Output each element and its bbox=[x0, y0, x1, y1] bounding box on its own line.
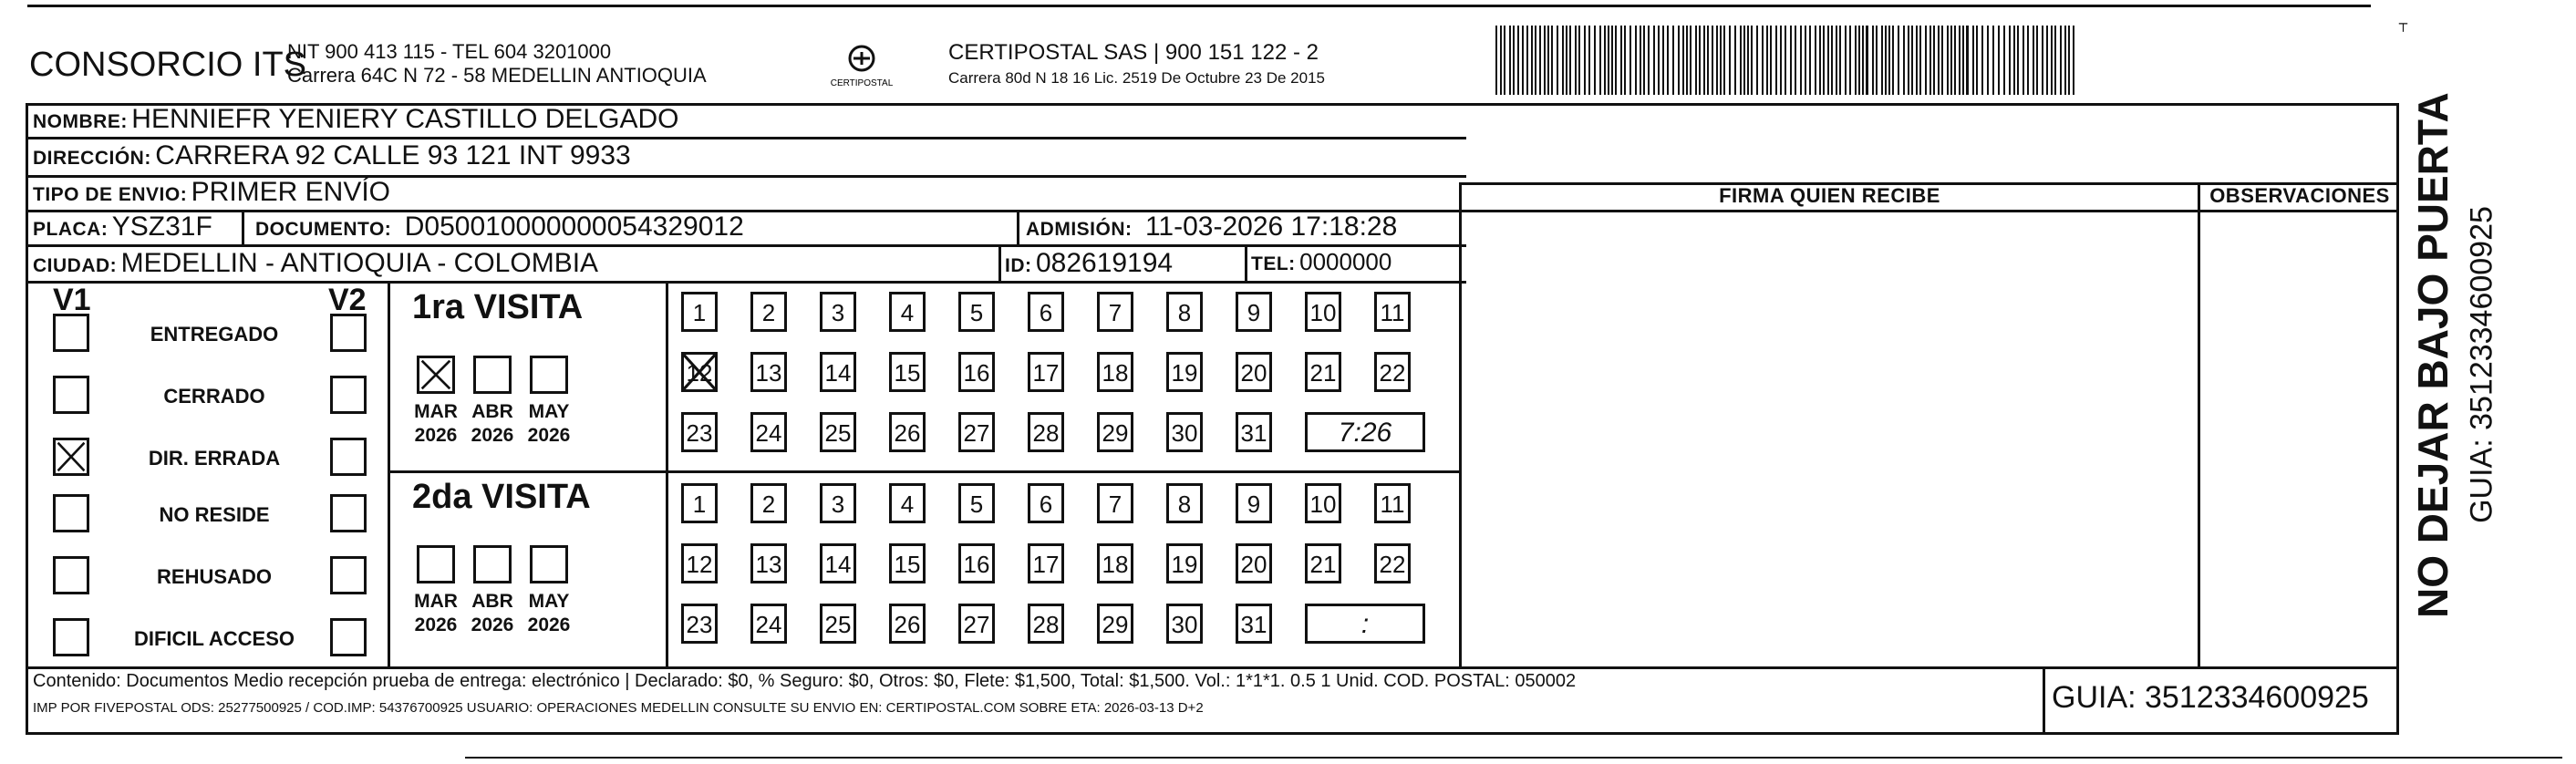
barcode-bar bbox=[1557, 26, 1558, 95]
day-box[interactable]: 6 bbox=[1028, 483, 1064, 523]
barcode-bar bbox=[2033, 26, 2034, 95]
day-box[interactable]: 8 bbox=[1166, 292, 1203, 332]
barcode-bar bbox=[1815, 26, 1816, 95]
barcode-bar bbox=[2068, 26, 2070, 95]
col-divider bbox=[1459, 182, 1462, 666]
status-v1-checkbox[interactable] bbox=[53, 314, 89, 352]
barcode-bar bbox=[1892, 26, 1894, 95]
barcode-bar bbox=[1495, 26, 1497, 95]
barcode-bar bbox=[1766, 26, 1768, 95]
day-box[interactable]: 3 bbox=[820, 483, 856, 523]
barcode-bar bbox=[1849, 26, 1851, 95]
day-box[interactable]: 9 bbox=[1236, 292, 1272, 332]
barcode-bar bbox=[1547, 26, 1549, 95]
barcode-bar bbox=[1992, 26, 1994, 95]
barcode-bar bbox=[1819, 26, 1821, 95]
day-box[interactable]: 7 bbox=[1097, 483, 1133, 523]
side-guia: GUIA: 3512334600925 bbox=[2464, 206, 2499, 523]
status-v2-checkbox[interactable] bbox=[330, 376, 367, 414]
tipo-row bbox=[33, 177, 390, 208]
day-box[interactable]: 30 bbox=[1166, 604, 1203, 644]
documento-value: D050010000000054329012 bbox=[404, 212, 744, 242]
barcode-bar bbox=[1839, 26, 1841, 95]
barcode-bar bbox=[1526, 26, 1528, 95]
status-divider bbox=[388, 281, 390, 666]
status-option-label: ENTREGADO bbox=[150, 323, 279, 346]
direccion-row bbox=[33, 140, 631, 171]
barcode-bar bbox=[1987, 26, 1989, 95]
barcode-bar bbox=[1734, 26, 1736, 95]
month-checkbox[interactable] bbox=[473, 545, 512, 583]
barcode-bar bbox=[1667, 26, 1669, 95]
barcode-bar bbox=[1569, 26, 1571, 95]
barcode-bar bbox=[1845, 26, 1847, 95]
cell-divider bbox=[242, 212, 244, 244]
barcode-bar bbox=[1504, 26, 1505, 95]
day-box[interactable]: 10 bbox=[1305, 292, 1341, 332]
x-check-icon bbox=[681, 352, 718, 392]
barcode-bar bbox=[1624, 26, 1626, 95]
id-cell bbox=[1005, 248, 1173, 279]
barcode-bar bbox=[2013, 26, 2015, 95]
barcode-bar bbox=[1888, 26, 1890, 95]
barcode-bar bbox=[1604, 26, 1606, 95]
visit1-title: 1ra VISITA bbox=[412, 288, 584, 326]
footer-guia: GUIA: 3512334600925 bbox=[2052, 680, 2369, 715]
day-box[interactable]: 26 bbox=[889, 604, 926, 644]
barcode-bar bbox=[1531, 26, 1533, 95]
barcode-bar bbox=[1620, 26, 1622, 95]
day-box[interactable]: 6 bbox=[1028, 292, 1064, 332]
barcode-bar bbox=[1578, 26, 1580, 95]
x-check-icon bbox=[56, 440, 87, 473]
day-box[interactable]: 11 bbox=[1374, 483, 1411, 523]
carrier-name: CERTIPOSTAL SAS | 900 151 122 - 2 bbox=[948, 40, 1319, 65]
barcode-bar bbox=[1723, 26, 1725, 95]
day-box[interactable]: 17 bbox=[1028, 352, 1064, 392]
barcode-bar bbox=[2042, 26, 2043, 95]
day-box[interactable]: 8 bbox=[1166, 483, 1203, 523]
barcode-bar bbox=[1785, 26, 1786, 95]
year-label: 2026 bbox=[414, 425, 458, 446]
day-box[interactable]: 2 bbox=[750, 292, 787, 332]
status-v1-checkbox[interactable] bbox=[53, 618, 89, 656]
month-label: MAY bbox=[528, 401, 570, 422]
day-box[interactable]: 24 bbox=[750, 604, 787, 644]
day-box[interactable]: 5 bbox=[958, 483, 995, 523]
status-v2-checkbox[interactable] bbox=[330, 494, 367, 532]
barcode-bar bbox=[2060, 26, 2062, 95]
barcode-bar bbox=[1950, 26, 1952, 95]
barcode-bar bbox=[1881, 26, 1883, 95]
day-box[interactable]: 21 bbox=[1305, 352, 1341, 392]
month-checkbox[interactable] bbox=[530, 356, 568, 394]
barcode-bar bbox=[1866, 26, 1868, 95]
direccion-label: DIRECCIÓN: bbox=[33, 148, 151, 169]
barcode-bar bbox=[1938, 26, 1940, 95]
corner-mark-icon: ⸆ bbox=[2398, 19, 2409, 42]
barcode-bar bbox=[1575, 26, 1577, 95]
time-box[interactable]: : bbox=[1305, 604, 1425, 644]
barcode-bar bbox=[1836, 26, 1837, 95]
barcode-bar bbox=[1500, 26, 1502, 95]
month-checkbox[interactable] bbox=[417, 356, 455, 394]
v2-label: V2 bbox=[328, 283, 367, 317]
barcode-bar bbox=[1517, 26, 1519, 95]
status-v2-checkbox[interactable] bbox=[330, 438, 367, 476]
day-box[interactable]: 15 bbox=[889, 352, 926, 392]
barcode-bar bbox=[1513, 26, 1515, 95]
barcode-bar bbox=[1981, 26, 1983, 95]
month-checkbox[interactable] bbox=[417, 545, 455, 583]
barcode-bar bbox=[1862, 26, 1864, 95]
barcode-bar bbox=[1805, 26, 1806, 95]
barcode-bar bbox=[1858, 26, 1860, 95]
barcode-bar bbox=[1686, 26, 1688, 95]
ciudad-cell bbox=[33, 248, 598, 279]
barcode-bar bbox=[1972, 26, 1974, 95]
status-option-label: DIR. ERRADA bbox=[148, 447, 281, 470]
ciudad-label: CIUDAD: bbox=[33, 255, 118, 276]
barcode-bar bbox=[1790, 26, 1792, 95]
day-box[interactable]: 18 bbox=[1097, 352, 1133, 392]
day-box[interactable]: 21 bbox=[1305, 543, 1341, 583]
year-label: 2026 bbox=[471, 614, 514, 635]
year-label: 2026 bbox=[527, 425, 571, 446]
day-box[interactable]: 28 bbox=[1028, 604, 1064, 644]
barcode-bar bbox=[1740, 26, 1742, 95]
barcode-bar bbox=[1629, 26, 1631, 95]
barcode-bar bbox=[1876, 26, 1878, 95]
admision-cell bbox=[1026, 212, 1397, 243]
barcode-bar bbox=[1640, 26, 1641, 95]
day-box[interactable]: 4 bbox=[889, 483, 926, 523]
barcode-bar bbox=[1998, 26, 2000, 95]
status-option-label: NO RESIDE bbox=[159, 503, 270, 526]
barcode-bar bbox=[1509, 26, 1511, 95]
barcode-bar bbox=[1898, 26, 1899, 95]
direccion-value: CARRERA 92 CALLE 93 121 INT 9933 bbox=[155, 140, 631, 170]
barcode bbox=[1495, 26, 2079, 95]
placa-value: YSZ31F bbox=[111, 212, 212, 242]
status-v1-checkbox[interactable] bbox=[53, 556, 89, 594]
company-name: CONSORCIO ITS bbox=[29, 46, 307, 84]
barcode-bar bbox=[1584, 26, 1586, 95]
barcode-bar bbox=[1690, 26, 1691, 95]
day-box[interactable]: 29 bbox=[1097, 412, 1133, 452]
barcode-bar bbox=[1703, 26, 1705, 95]
barcode-bar bbox=[1976, 26, 1978, 95]
day-box[interactable]: 4 bbox=[889, 292, 926, 332]
tel-value: 0000000 bbox=[1299, 248, 1392, 275]
barcode-bar bbox=[1916, 26, 1918, 95]
barcode-bar bbox=[1954, 26, 1956, 95]
barcode-bar bbox=[1941, 26, 1943, 95]
status-option-label: REHUSADO bbox=[157, 565, 272, 588]
visit-row-divider bbox=[390, 470, 1459, 473]
barcode-bar bbox=[1678, 26, 1680, 95]
barcode-bar bbox=[1643, 26, 1645, 95]
barcode-bar bbox=[2064, 26, 2066, 95]
company-address: Carrera 64C N 72 - 58 MEDELLIN ANTIOQUIA bbox=[287, 64, 707, 87]
id-label: ID: bbox=[1005, 255, 1032, 276]
firma-header: FIRMA QUIEN RECIBE bbox=[1719, 184, 1940, 207]
barcode-bar bbox=[1743, 26, 1745, 95]
tipo-label: TIPO DE ENVIO: bbox=[33, 184, 188, 205]
barcode-bar bbox=[1682, 26, 1684, 95]
barcode-bar bbox=[1695, 26, 1697, 95]
status-v1-checkbox[interactable] bbox=[53, 494, 89, 532]
barcode-bar bbox=[1929, 26, 1931, 95]
tel-label: TEL: bbox=[1251, 253, 1296, 274]
day-box[interactable]: 22 bbox=[1374, 352, 1411, 392]
barcode-bar bbox=[1911, 26, 1913, 95]
day-box[interactable]: 20 bbox=[1236, 543, 1272, 583]
logo-text: CERTIPOSTAL bbox=[830, 78, 894, 88]
footer-contenido: Contenido: Documentos Medio recepción prueba de entrega: electrónico | Declarado: $0, % Seguro: $0, Otros: $0, Flete: $1,500, Total: $1,500. Vol.: 1*1*1. 0.5 1 Unid. COD. POSTAL: 050002 bbox=[33, 671, 1577, 691]
barcode-bar bbox=[1522, 26, 1524, 95]
barcode-bar bbox=[1751, 26, 1753, 95]
col-divider bbox=[2198, 182, 2200, 666]
status-v2-checkbox[interactable] bbox=[330, 556, 367, 594]
day-box[interactable]: 10 bbox=[1305, 483, 1341, 523]
placa-label: PLACA: bbox=[33, 219, 109, 240]
day-box[interactable]: 30 bbox=[1166, 412, 1203, 452]
barcode-bar bbox=[1653, 26, 1655, 95]
day-box[interactable]: 13 bbox=[750, 543, 787, 583]
month-label: ABR bbox=[471, 401, 513, 422]
barcode-bar bbox=[1925, 26, 1927, 95]
day-box[interactable]: 9 bbox=[1236, 483, 1272, 523]
barcode-bar bbox=[1562, 26, 1564, 95]
barcode-bar bbox=[1962, 26, 1964, 95]
status-v1-checkbox[interactable] bbox=[53, 438, 89, 476]
day-box[interactable]: 11 bbox=[1374, 292, 1411, 332]
barcode-bar bbox=[2051, 26, 2053, 95]
ciudad-value: MEDELLIN - ANTIOQUIA - COLOMBIA bbox=[120, 248, 599, 278]
day-box[interactable]: 17 bbox=[1028, 543, 1064, 583]
barcode-bar bbox=[1662, 26, 1664, 95]
visit-divider bbox=[666, 281, 668, 666]
time-box[interactable]: 7:26 bbox=[1305, 412, 1425, 452]
day-box[interactable]: 24 bbox=[750, 412, 787, 452]
barcode-bar bbox=[1756, 26, 1758, 95]
barcode-bar bbox=[1933, 26, 1935, 95]
tipo-value: PRIMER ENVÍO bbox=[191, 177, 391, 207]
status-v2-checkbox[interactable] bbox=[330, 618, 367, 656]
barcode-bar bbox=[1885, 26, 1887, 95]
cell-divider bbox=[1245, 246, 1247, 281]
cell-divider bbox=[998, 246, 1001, 281]
barcode-bar bbox=[1699, 26, 1701, 95]
barcode-bar bbox=[1539, 26, 1541, 95]
barcode-bar bbox=[2036, 26, 2038, 95]
barcode-bar bbox=[1908, 26, 1909, 95]
day-box[interactable]: 29 bbox=[1097, 604, 1133, 644]
barcode-bar bbox=[1599, 26, 1601, 95]
day-box[interactable]: 26 bbox=[889, 412, 926, 452]
month-checkbox[interactable] bbox=[530, 545, 568, 583]
day-box[interactable]: 7 bbox=[1097, 292, 1133, 332]
day-box[interactable]: 20 bbox=[1236, 352, 1272, 392]
day-box[interactable]: 25 bbox=[820, 604, 856, 644]
documento-label: DOCUMENTO: bbox=[255, 219, 392, 240]
barcode-bar bbox=[1947, 26, 1949, 95]
barcode-bar bbox=[1608, 26, 1609, 95]
admision-label: ADMISIÓN: bbox=[1026, 219, 1133, 240]
barcode-bar bbox=[1611, 26, 1613, 95]
barcode-bar bbox=[1872, 26, 1874, 95]
barcode-bar bbox=[1707, 26, 1709, 95]
barcode-bar bbox=[1535, 26, 1536, 95]
day-box[interactable]: 3 bbox=[820, 292, 856, 332]
day-box[interactable]: 14 bbox=[820, 543, 856, 583]
barcode-bar bbox=[2046, 26, 2048, 95]
day-box[interactable]: 28 bbox=[1028, 412, 1064, 452]
barcode-bar bbox=[1544, 26, 1546, 95]
barcode-bar bbox=[1827, 26, 1829, 95]
barcode-bar bbox=[1775, 26, 1777, 95]
day-box[interactable]: 16 bbox=[958, 543, 995, 583]
barcode-bar bbox=[1831, 26, 1833, 95]
row-divider bbox=[26, 244, 1466, 247]
placa-cell bbox=[33, 212, 212, 243]
status-v1-checkbox[interactable] bbox=[53, 376, 89, 414]
barcode-bar bbox=[1823, 26, 1825, 95]
footer-col-divider bbox=[2043, 666, 2045, 735]
v1-label: V1 bbox=[53, 283, 91, 317]
admision-value: 11-03-2026 17:18:28 bbox=[1144, 212, 1398, 242]
day-check-icon bbox=[681, 352, 718, 392]
barcode-bar bbox=[1635, 26, 1637, 95]
nombre-value: HENNIEFR YENIERY CASTILLO DELGADO bbox=[131, 104, 679, 134]
day-box[interactable]: 12 bbox=[681, 352, 718, 392]
barcode-bar bbox=[1566, 26, 1567, 95]
row-divider bbox=[26, 281, 1466, 284]
day-box[interactable]: 22 bbox=[1374, 543, 1411, 583]
day-box[interactable]: 13 bbox=[750, 352, 787, 392]
day-box[interactable]: 19 bbox=[1166, 352, 1203, 392]
day-box[interactable]: 23 bbox=[681, 604, 718, 644]
day-box[interactable]: 31 bbox=[1236, 604, 1272, 644]
barcode-bar bbox=[1809, 26, 1811, 95]
barcode-bar bbox=[1795, 26, 1796, 95]
day-box[interactable]: 18 bbox=[1097, 543, 1133, 583]
barcode-bar bbox=[1780, 26, 1782, 95]
month-label: MAR bbox=[414, 401, 458, 422]
barcode-bar bbox=[1770, 26, 1772, 95]
top-rule bbox=[27, 5, 2371, 7]
barcode-bar bbox=[1747, 26, 1749, 95]
barcode-bar bbox=[1720, 26, 1722, 95]
barcode-bar bbox=[2017, 26, 2019, 95]
barcode-bar bbox=[1716, 26, 1718, 95]
barcode-bar bbox=[2027, 26, 2029, 95]
day-box[interactable]: 12 bbox=[681, 543, 718, 583]
day-box[interactable]: 27 bbox=[958, 604, 995, 644]
barcode-bar bbox=[1551, 26, 1553, 95]
year-label: 2026 bbox=[414, 614, 458, 635]
nombre-row bbox=[33, 104, 678, 135]
visit2-title: 2da VISITA bbox=[412, 478, 591, 516]
barcode-bar bbox=[1903, 26, 1905, 95]
barcode-bar bbox=[1594, 26, 1596, 95]
day-box[interactable]: 23 bbox=[681, 412, 718, 452]
barcode-bar bbox=[1966, 26, 1969, 95]
footer-imp: IMP POR FIVEPOSTAL ODS: 25277500925 / COD.IMP: 54376700925 USUARIO: OPERACIONES MEDELLIN CONSULTE SU ENVIO EN: CERTIPOSTAL.COM SOBRE ETA: 2026-03-13 D+2 bbox=[33, 700, 1204, 716]
barcode-bar bbox=[1800, 26, 1802, 95]
bottom-rule bbox=[465, 757, 2562, 759]
x-check-icon bbox=[419, 358, 452, 391]
barcode-bar bbox=[1729, 26, 1731, 95]
month-label: ABR bbox=[471, 591, 513, 612]
cell-divider bbox=[1017, 212, 1019, 244]
year-label: 2026 bbox=[527, 614, 571, 635]
barcode-bar bbox=[2023, 26, 2024, 95]
side-warning: NO DEJAR BAJO PUERTA bbox=[2409, 92, 2457, 618]
status-option-label: DIFICIL ACCESO bbox=[133, 627, 295, 650]
barcode-bar bbox=[1959, 26, 1960, 95]
carrier-license: Carrera 80d N 18 16 Lic. 2519 De Octubre 23 De 2015 bbox=[948, 69, 1325, 87]
barcode-bar bbox=[2003, 26, 2005, 95]
nombre-label: NOMBRE: bbox=[33, 111, 128, 132]
day-box[interactable]: 2 bbox=[750, 483, 787, 523]
day-box[interactable]: 25 bbox=[820, 412, 856, 452]
barcode-bar bbox=[1855, 26, 1857, 95]
day-box[interactable]: 19 bbox=[1166, 543, 1203, 583]
month-label: MAY bbox=[528, 591, 570, 612]
barcode-bar bbox=[1615, 26, 1617, 95]
barcode-bar bbox=[1658, 26, 1660, 95]
month-label: MAR bbox=[414, 591, 458, 612]
company-nit: NIT 900 413 115 - TEL 604 3201000 bbox=[287, 40, 612, 63]
status-v2-checkbox[interactable] bbox=[330, 314, 367, 352]
day-box[interactable]: 15 bbox=[889, 543, 926, 583]
barcode-bar bbox=[1919, 26, 1921, 95]
observaciones-header: OBSERVACIONES bbox=[2209, 184, 2390, 207]
barcode-bar bbox=[1762, 26, 1764, 95]
barcode-bar bbox=[1588, 26, 1590, 95]
barcode-bar bbox=[2009, 26, 2011, 95]
day-box[interactable]: 1 bbox=[681, 292, 718, 332]
year-label: 2026 bbox=[471, 425, 514, 446]
status-option-label: CERRADO bbox=[163, 385, 265, 408]
barcode-bar bbox=[1712, 26, 1713, 95]
row-divider bbox=[26, 137, 1466, 139]
documento-cell bbox=[255, 212, 744, 243]
day-box[interactable]: 31 bbox=[1236, 412, 1272, 452]
tel-cell bbox=[1251, 248, 1391, 276]
barcode-bar bbox=[2054, 26, 2056, 95]
certipostal-logo bbox=[830, 38, 894, 93]
barcode-bar bbox=[1672, 26, 1674, 95]
day-box[interactable]: 1 bbox=[681, 483, 718, 523]
month-checkbox[interactable] bbox=[473, 356, 512, 394]
barcode-bar bbox=[2073, 26, 2074, 95]
day-box[interactable]: 14 bbox=[820, 352, 856, 392]
barcode-bar bbox=[1648, 26, 1650, 95]
day-box[interactable]: 16 bbox=[958, 352, 995, 392]
day-box[interactable]: 27 bbox=[958, 412, 995, 452]
id-value: 082619194 bbox=[1035, 248, 1174, 278]
day-box[interactable]: 5 bbox=[958, 292, 995, 332]
